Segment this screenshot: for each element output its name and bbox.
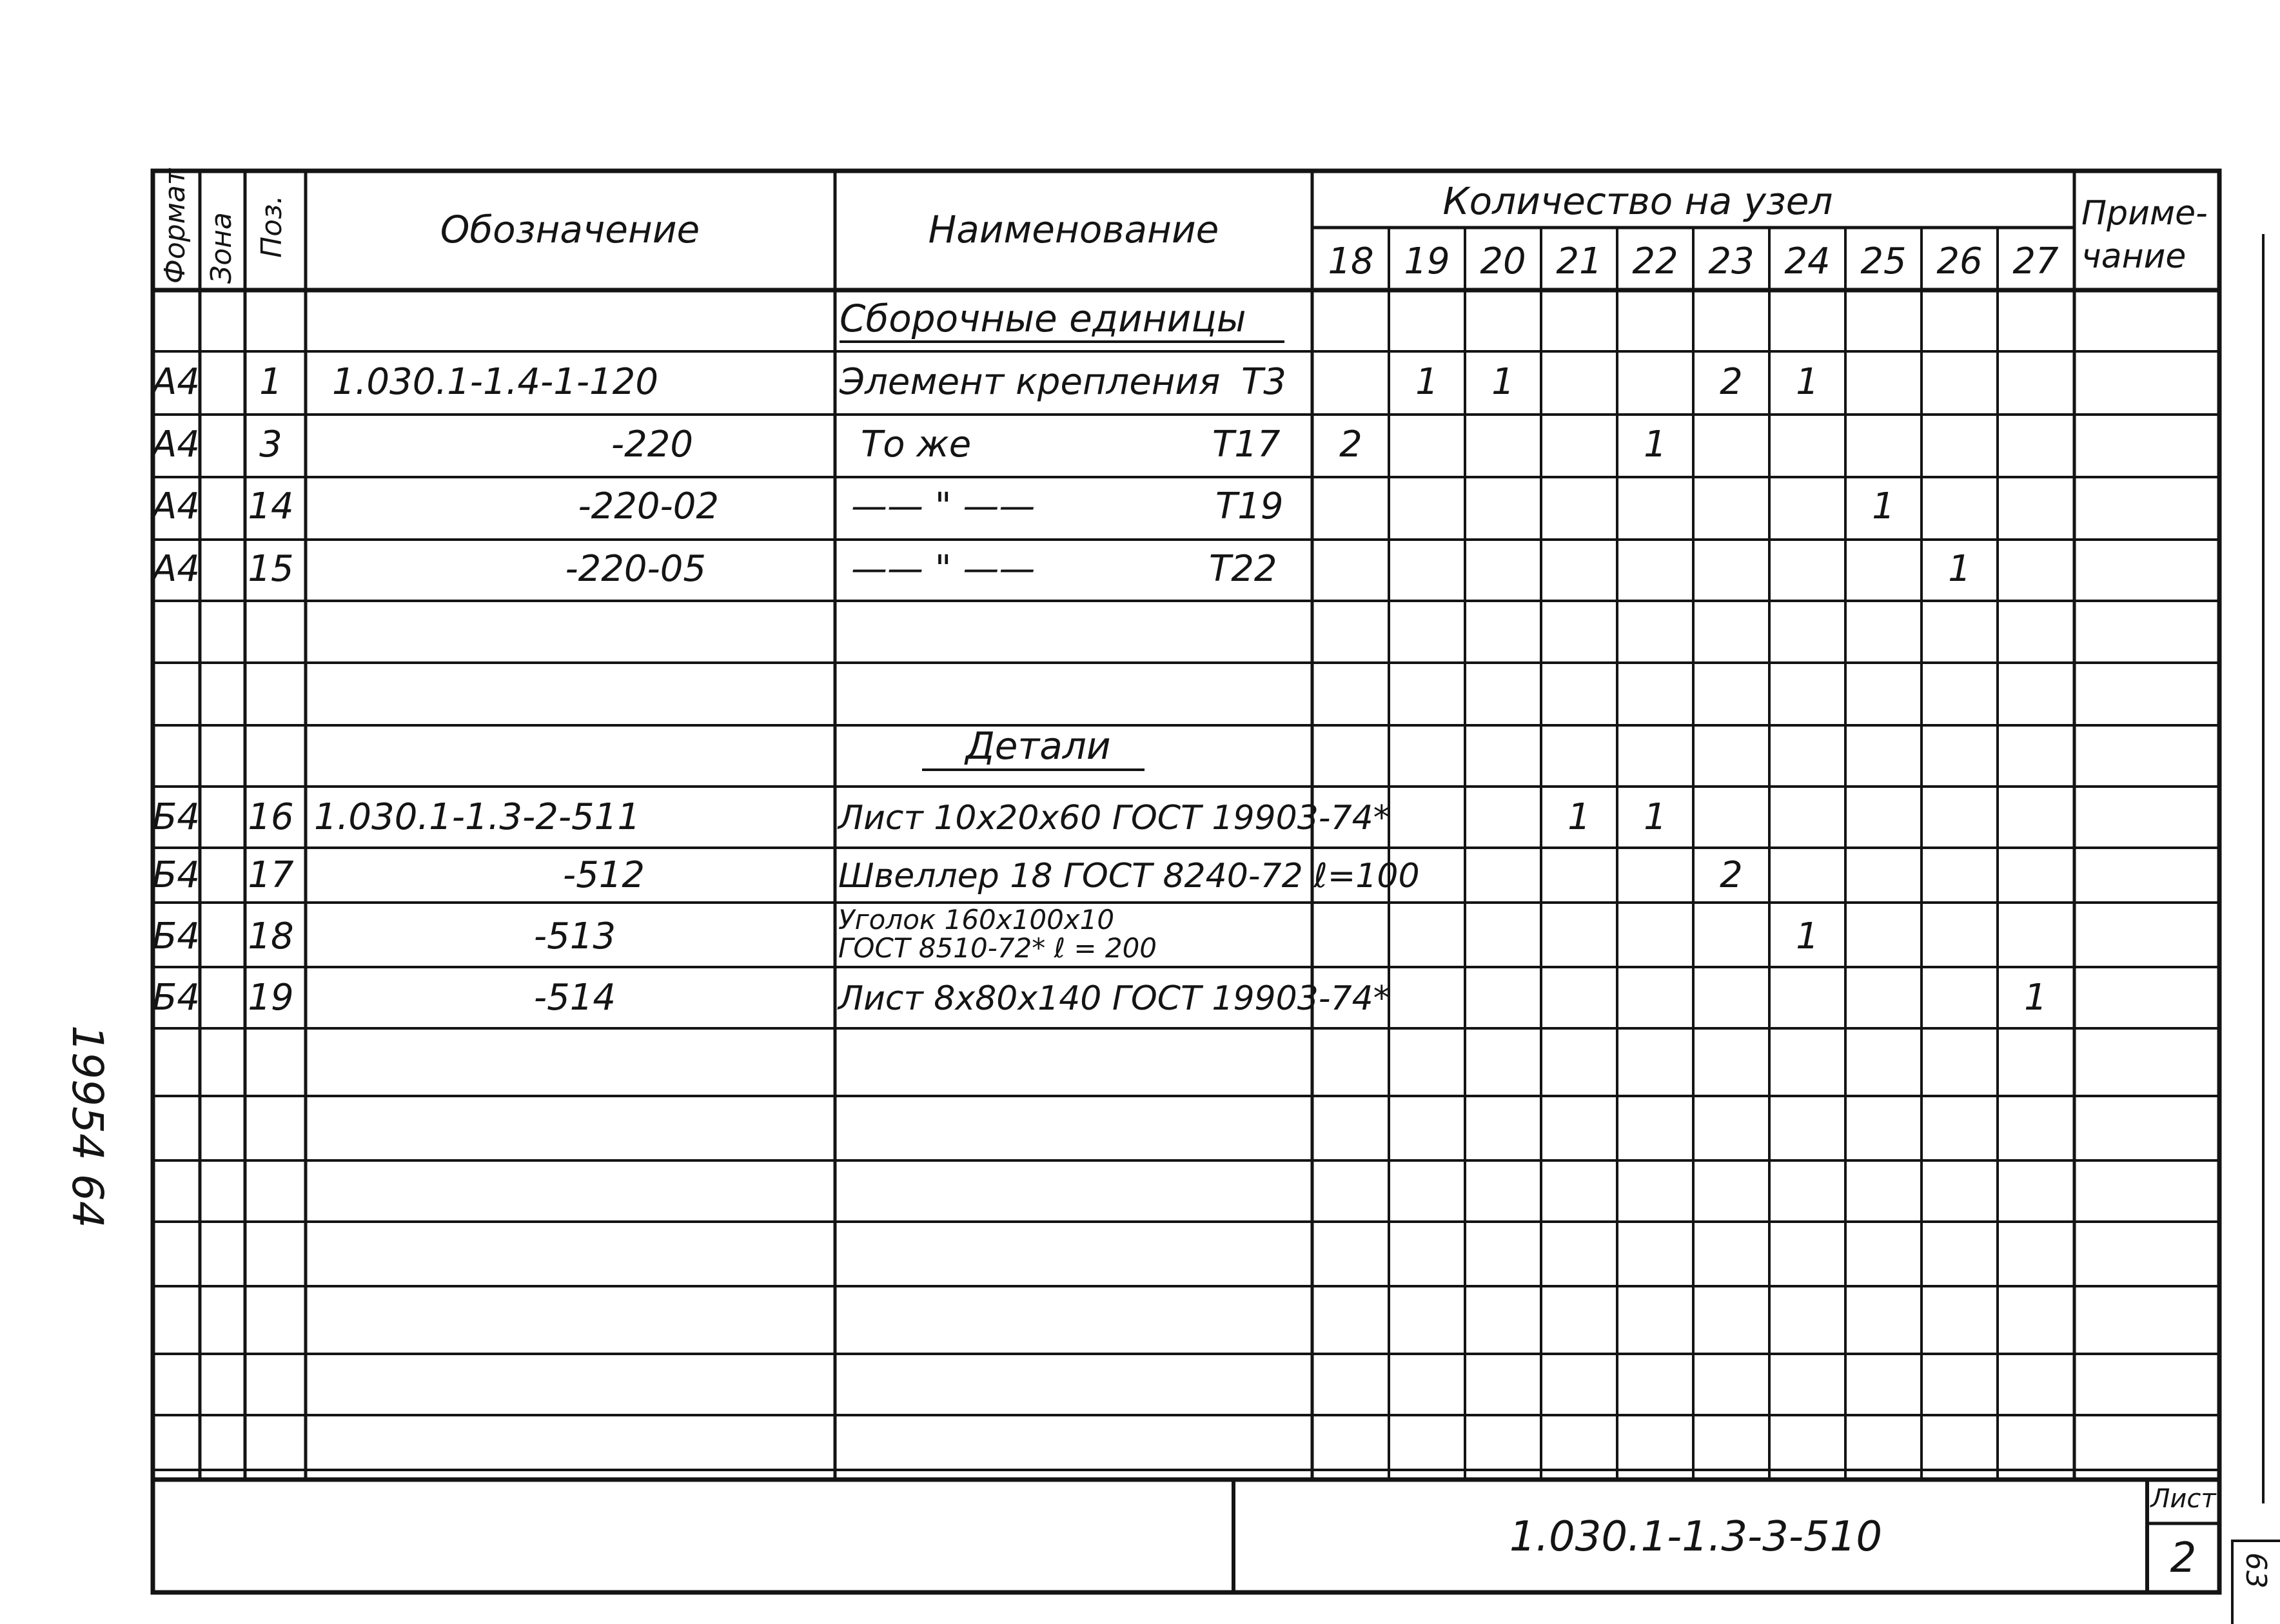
row-7-pos: 18 — [248, 915, 294, 957]
qty-col-20: 20 — [1480, 240, 1526, 282]
row-5-qty-22: 1 — [1644, 796, 1667, 838]
row-4-designation: -220-05 — [565, 548, 706, 590]
row-5-designation: 1.030.1-1.3-2-511 — [314, 796, 640, 838]
row-7-format: Б4 — [152, 915, 201, 957]
row-6-qty-23: 2 — [1720, 854, 1743, 896]
row-7-name: Уголок 160х100х10 — [838, 904, 1115, 935]
row-1-format: А4 — [152, 361, 200, 403]
row-2-format: А4 — [152, 424, 200, 465]
header-note-line2: чание — [2081, 237, 2187, 276]
row-6-name: Швеллер 18 ГОСТ 8240-72 ℓ=100 — [838, 857, 1420, 895]
qty-col-19: 19 — [1404, 240, 1450, 282]
row-6-designation: -512 — [562, 854, 645, 896]
row-3-designation: -220-02 — [578, 485, 719, 527]
section-details-underline — [922, 768, 1145, 771]
row-6-pos: 17 — [248, 854, 294, 896]
qty-col-26: 26 — [1936, 240, 1983, 282]
row-5-qty-21: 1 — [1568, 796, 1591, 838]
row-2-qty-18: 2 — [1339, 424, 1362, 465]
row-1-pos: 1 — [259, 361, 282, 403]
row-6-format: Б4 — [152, 854, 201, 896]
row-1-name-suffix: Т3 — [1241, 361, 1286, 403]
row-8-pos: 19 — [248, 977, 294, 1019]
row-2-name-suffix: Т17 — [1212, 424, 1281, 465]
row-8-format: Б4 — [152, 977, 201, 1019]
header-note-line1: Приме- — [2081, 194, 2208, 233]
qty-col-24: 24 — [1784, 240, 1831, 282]
qty-col-23: 23 — [1708, 240, 1754, 282]
sheet-number: 2 — [2170, 1534, 2197, 1582]
row-3-qty-25: 1 — [1872, 485, 1895, 527]
header-designation: Обозначение — [440, 208, 700, 251]
row-4-qty-26: 1 — [1948, 548, 1971, 590]
row-7-designation: -513 — [533, 915, 616, 957]
qty-col-25: 25 — [1860, 240, 1907, 282]
row-3-format: А4 — [152, 485, 200, 527]
row-4-format: А4 — [152, 548, 200, 590]
row-8-designation: -514 — [533, 977, 616, 1019]
header-name: Наименование — [928, 208, 1219, 251]
row-3-name: —— " —— — [851, 485, 1036, 527]
row-1-qty-19: 1 — [1415, 361, 1439, 403]
row-2-designation: -220 — [611, 424, 693, 465]
row-1-name: Элемент крепления — [840, 361, 1221, 403]
qty-col-27: 27 — [2012, 240, 2059, 282]
right-margin-fragment: 63 — [2239, 1552, 2272, 1589]
row-4-name-suffix: Т22 — [1209, 548, 1277, 590]
row-8-qty-27: 1 — [2024, 977, 2047, 1019]
document-code: 1.030.1-1.3-3-510 — [1509, 1513, 1883, 1561]
row-5-pos: 16 — [248, 796, 294, 838]
section-assembly-units: Сборочные единицы — [840, 297, 1246, 340]
row-3-name-suffix: Т19 — [1215, 485, 1284, 527]
row-5-format: Б4 — [152, 796, 201, 838]
row-2-pos: 3 — [259, 424, 282, 465]
section-assembly-underline — [840, 340, 1284, 343]
section-details: Детали — [965, 724, 1111, 768]
row-1-qty-24: 1 — [1796, 361, 1819, 403]
header-zone: Зона — [205, 212, 238, 284]
row-4-pos: 15 — [248, 548, 294, 590]
row-5-name: Лист 10х20х60 ГОСТ 19903-74* — [838, 799, 1390, 837]
sheet-label: Лист — [2150, 1484, 2216, 1514]
row-1-qty-20: 1 — [1491, 361, 1515, 403]
left-margin-stamp: 19954 64 — [63, 1025, 112, 1228]
row-1-designation: 1.030.1-1.4-1-120 — [332, 361, 658, 403]
header-format: Формат — [159, 168, 192, 284]
row-7-qty-24: 1 — [1796, 915, 1819, 957]
row-8-name: Лист 8х80х140 ГОСТ 19903-74* — [838, 979, 1390, 1018]
qty-col-22: 22 — [1632, 240, 1678, 282]
header-pos: Поз. — [255, 195, 288, 258]
row-2-qty-22: 1 — [1644, 424, 1667, 465]
qty-col-18: 18 — [1328, 240, 1374, 282]
row-7-name-line2: ГОСТ 8510-72* ℓ = 200 — [838, 932, 1157, 964]
row-1-qty-23: 2 — [1720, 361, 1743, 403]
header-quantity: Количество на узел — [1442, 179, 1833, 223]
row-2-name: То же — [861, 424, 972, 465]
qty-col-21: 21 — [1556, 240, 1602, 282]
row-4-name: —— " —— — [851, 548, 1036, 590]
row-3-pos: 14 — [248, 485, 294, 527]
